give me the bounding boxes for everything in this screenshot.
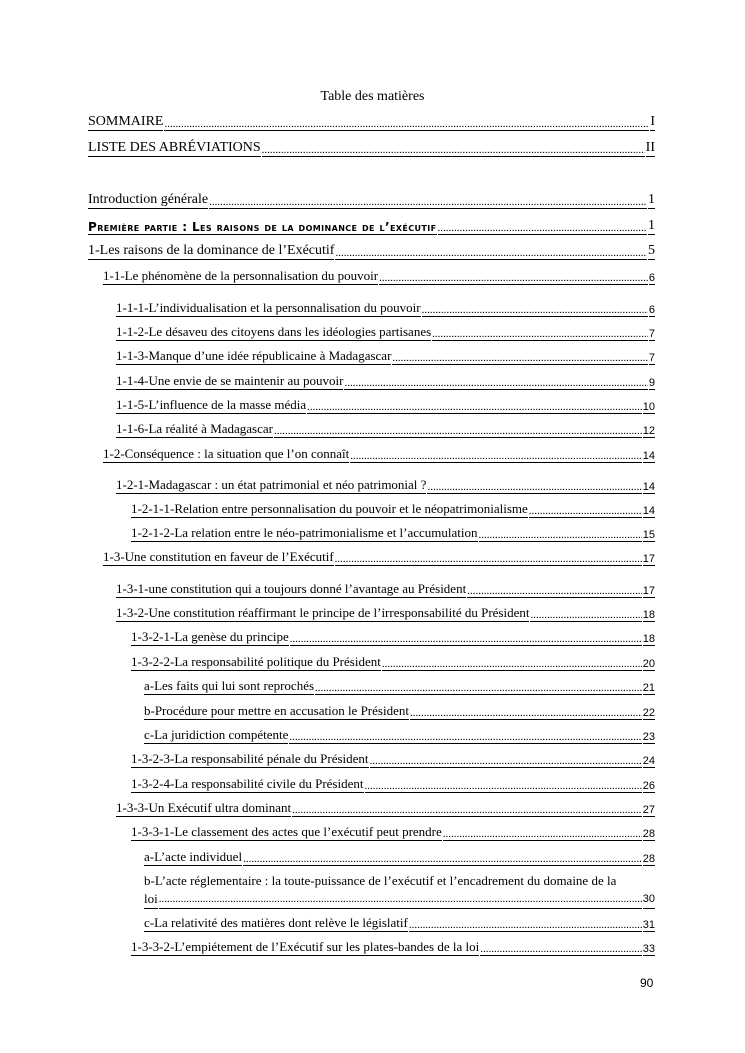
toc-label: c-La relativité des matières dont relève le législatif [144, 915, 408, 930]
dot-leader [262, 144, 645, 157]
dot-leader [530, 609, 641, 622]
dot-leader [209, 196, 647, 209]
toc-entry[interactable] [116, 397, 655, 414]
toc-label: Introduction générale [88, 192, 209, 207]
toc-page: 7 [648, 328, 655, 340]
toc-entry[interactable] [103, 446, 655, 463]
toc-entry-premiere-partie[interactable] [88, 218, 655, 235]
toc-entry-chapter-1[interactable] [88, 243, 655, 260]
toc-label: 1-2-1-2-La relation entre le néo-patrimonialisme et l’accumulation [131, 525, 478, 540]
toc-label: 1-3-2-3-La responsabilité pénale du Président [131, 751, 369, 766]
toc-label: 1-2-1-Madagascar : un état patrimonial et néo patrimonial ? [116, 477, 427, 492]
dot-leader [438, 222, 647, 235]
toc-page: 22 [642, 707, 655, 719]
dot-leader [427, 481, 641, 494]
dot-leader [350, 450, 642, 463]
toc-entry[interactable] [116, 421, 655, 438]
toc-entry[interactable] [116, 581, 655, 598]
toc-entry[interactable] [131, 654, 655, 671]
dot-leader [432, 328, 648, 341]
toc-page: I [650, 114, 655, 129]
toc-label: LISTE DES ABRÉVIATIONS [88, 140, 261, 155]
dot-leader [529, 505, 642, 518]
dot-leader [409, 919, 642, 932]
page-title: Table des matières [320, 89, 425, 104]
toc-entry[interactable] [116, 800, 655, 817]
toc-entry[interactable] [144, 915, 655, 932]
dot-leader [379, 272, 648, 285]
toc-entry[interactable] [116, 605, 655, 622]
toc-page: 9 [648, 377, 655, 389]
toc-page: 28 [642, 828, 655, 840]
toc-label: b-L’acte réglementaire : la toute-puissance de l’exécutif et l’encadrement du domaine de la [144, 873, 617, 888]
toc-entry[interactable] [131, 525, 655, 542]
toc-label: 1-3-3-2-L’empiétement de l’Exécutif sur les plates-bandes de la loi [131, 939, 480, 954]
dot-leader [274, 425, 642, 438]
toc-entry-sommaire[interactable] [88, 114, 655, 131]
toc-entry[interactable] [131, 939, 655, 956]
toc-page: 14 [642, 481, 655, 493]
dot-leader [443, 828, 642, 841]
toc-label: 1-1-Le phénomène de la personnalisation du pouvoir [103, 268, 379, 283]
toc-entry[interactable] [116, 477, 655, 494]
dot-leader [392, 352, 647, 365]
toc-page: 26 [642, 780, 655, 792]
dot-leader [422, 304, 648, 317]
toc-page: 31 [642, 919, 655, 931]
toc-label: a-Les faits qui lui sont reprochés [144, 678, 315, 693]
toc-entry[interactable] [144, 703, 655, 720]
dot-leader [307, 401, 642, 414]
toc-label-continuation: loi [144, 890, 158, 909]
toc-page: 20 [642, 658, 655, 670]
toc-entry[interactable] [116, 300, 655, 317]
toc-entry-introduction[interactable] [88, 192, 655, 209]
toc-page: 17 [642, 585, 655, 597]
toc-label: 1-2-Conséquence : la situation que l’on connaît [103, 446, 350, 461]
toc-entry[interactable] [103, 549, 655, 566]
toc-label: 1-3-2-2-La responsabilité politique du Président [131, 654, 381, 669]
dot-leader [467, 585, 642, 598]
toc-label: 1-1-6-La réalité à Madagascar [116, 421, 273, 436]
toc-page: 7 [648, 352, 655, 364]
toc-entry[interactable] [103, 268, 655, 285]
dot-leader [410, 707, 642, 720]
toc-page: 14 [642, 450, 655, 462]
toc-label: 1-1-3-Manque d’une idée républicaine à Madagascar [116, 348, 392, 363]
toc-page: 14 [642, 505, 655, 517]
toc-page: 15 [642, 529, 655, 541]
dot-leader [243, 853, 642, 866]
dot-leader [164, 118, 649, 131]
dot-leader [344, 377, 647, 390]
toc-entry[interactable] [144, 727, 655, 744]
toc-page: 17 [642, 553, 655, 565]
toc-page: 33 [642, 943, 655, 955]
toc-label: 1-2-1-1-Relation entre personnalisation du pouvoir et le néopatrimonialisme [131, 501, 528, 516]
dot-leader [370, 755, 642, 768]
toc-entry[interactable] [116, 348, 655, 365]
toc-entry[interactable] [131, 629, 655, 646]
toc-label: a-L’acte individuel [144, 849, 243, 864]
dot-leader [382, 658, 642, 671]
toc-label: 1-3-3-Un Exécutif ultra dominant [116, 800, 292, 815]
toc-entry[interactable] [116, 373, 655, 390]
dot-leader [289, 731, 641, 744]
dot-leader [315, 682, 642, 695]
toc-page: 23 [642, 731, 655, 743]
page-number: 90 [640, 976, 654, 990]
toc-entry[interactable] [144, 678, 655, 695]
toc-entry[interactable] [144, 849, 655, 866]
toc-page: 18 [642, 609, 655, 621]
toc-label: 1-1-2-Le désaveu des citoyens dans les idéologies partisanes [116, 324, 432, 339]
dot-leader [480, 943, 642, 956]
toc-label: 1-Les raisons de la dominance de l’Exécutif [88, 243, 335, 258]
toc-label: 1-1-1-L’individualisation et la personnalisation du pouvoir [116, 300, 421, 315]
dot-leader [479, 529, 642, 542]
toc-page: 28 [642, 853, 655, 865]
toc-entry-multiline[interactable] [144, 872, 655, 909]
toc-page: 1 [648, 192, 655, 207]
dot-leader [365, 780, 642, 793]
toc-page: 5 [648, 243, 655, 258]
toc-label: 1-3-2-Une constitution réaffirmant le principe de l’irresponsabilité du Président [116, 605, 530, 620]
toc-page: 6 [648, 272, 655, 284]
toc-page: 21 [642, 682, 655, 694]
toc-label: 1-3-2-1-La genèse du principe [131, 629, 289, 644]
toc-label: 1-3-Une constitution en faveur de l’Exécutif [103, 549, 334, 564]
toc-label: 1-3-2-4-La responsabilité civile du Président [131, 776, 364, 791]
toc-page: 24 [642, 755, 655, 767]
toc-label: SOMMAIRE [88, 114, 164, 129]
toc-label: b-Procédure pour mettre en accusation le Président [144, 703, 409, 718]
toc-page: 6 [648, 304, 655, 316]
dot-leader [335, 553, 642, 566]
toc-entry[interactable] [131, 501, 655, 518]
toc-label: 1-1-5-L’influence de la masse média [116, 397, 307, 412]
toc-label: 1-3-3-1-Le classement des actes que l’exécutif peut prendre [131, 824, 442, 839]
toc-label: 1-1-4-Une envie de se maintenir au pouvoir [116, 373, 344, 388]
toc-entry-abreviations[interactable] [88, 140, 655, 157]
dot-leader [335, 247, 647, 260]
toc-label: 1-3-1-une constitution qui a toujours donné l’avantage au Président [116, 581, 467, 596]
toc-entry[interactable] [131, 751, 655, 768]
toc-entry[interactable] [131, 824, 655, 841]
dot-leader [290, 633, 642, 646]
toc-page: 27 [642, 804, 655, 816]
toc-page: II [645, 140, 655, 155]
toc-page: 1 [648, 218, 655, 233]
toc-label: c-La juridiction compétente [144, 727, 289, 742]
toc-page: 18 [642, 633, 655, 645]
toc-entry[interactable] [116, 324, 655, 341]
toc-entry[interactable] [131, 776, 655, 793]
toc-label: Première partie : Les raisons de la dominance de l’exécutif [88, 220, 437, 234]
toc-page: 12 [642, 425, 655, 437]
dot-leader [292, 804, 642, 817]
toc-page: 30 [643, 890, 655, 909]
toc-page: 10 [642, 401, 655, 413]
dot-leader [159, 890, 642, 909]
